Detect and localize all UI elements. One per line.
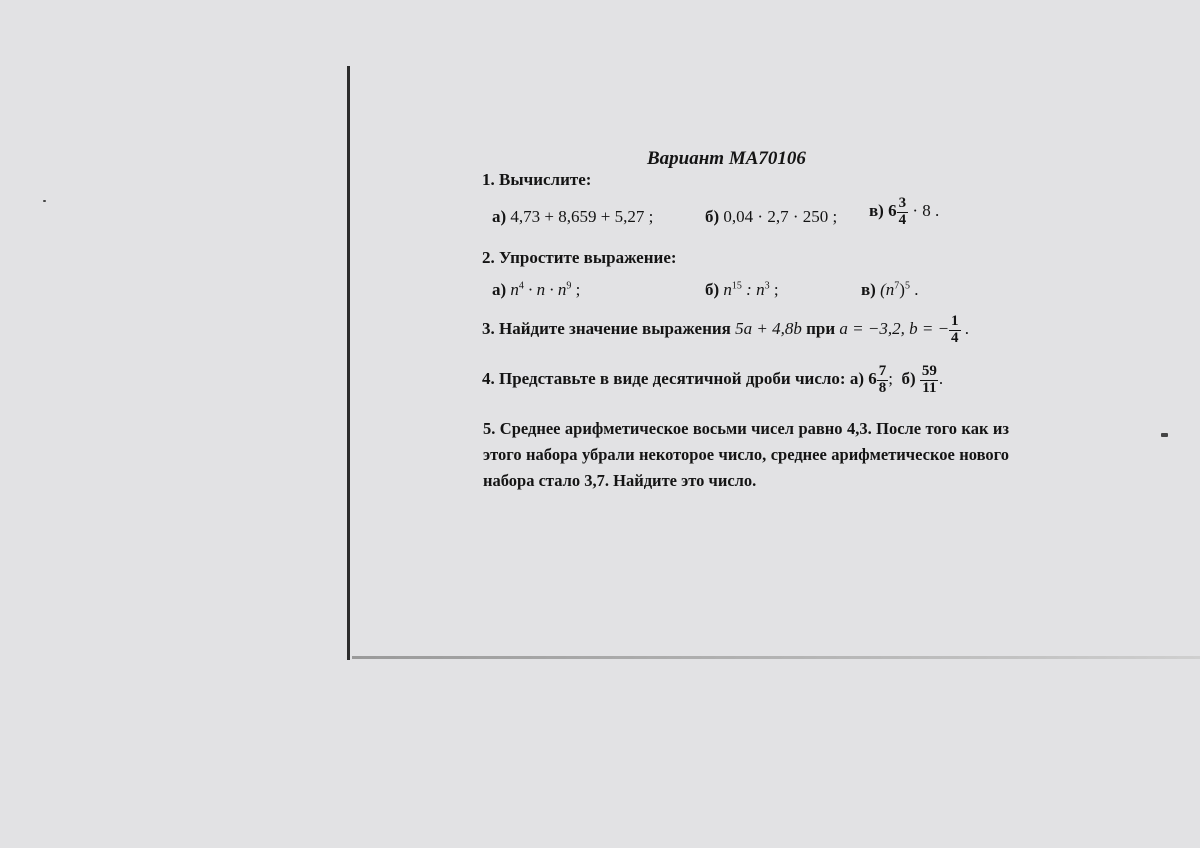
mixed-fraction: $\frac{7}{8}$ bbox=[878, 363, 887, 396]
task1-a: а) 4,73 + 8,659 + 5,27 ; bbox=[492, 207, 654, 226]
mixed-fraction: $\frac{3}{4}$ bbox=[898, 195, 907, 228]
fraction: $\frac{1}{4}$ bbox=[951, 313, 959, 346]
task2-c: в) $(n^7)^5$ . bbox=[861, 280, 919, 299]
task1-c: в) 6 $\frac{3}{4}$ · 8 . bbox=[869, 195, 940, 228]
task1-b: б) 0,04 · 2,7 · 250 ; bbox=[705, 207, 838, 226]
task2-b: б) $n^{15}$ : $n^3$ ; bbox=[705, 280, 779, 299]
task2-heading: 2. Упростите выражение: bbox=[482, 248, 677, 267]
task5: 5. Среднее арифметическое восьми чисел равно 4,3. После того как из этого набора убрали некоторое число, среднее арифметическое нового набора стало 3,7. Найдите это число. bbox=[483, 419, 1009, 490]
task1-heading: 1. Вычислите: bbox=[482, 170, 592, 189]
task2-a: а) $n^4 \cdot n \cdot n^9$ ; bbox=[492, 280, 581, 299]
task4: 4. Представьте в виде десятичной дроби число: а) 6 $\frac{7}{8}$ ; б) $\frac{59}{11}$ . bbox=[482, 363, 944, 396]
page-title: Вариант МА70106 bbox=[647, 148, 806, 169]
fraction: $\frac{59}{11}$ bbox=[921, 363, 937, 396]
task3: 3. Найдите значение выражения 5a + 4,8b при a = −3,2, b = − $\frac{1}{4}$ . bbox=[482, 313, 970, 346]
